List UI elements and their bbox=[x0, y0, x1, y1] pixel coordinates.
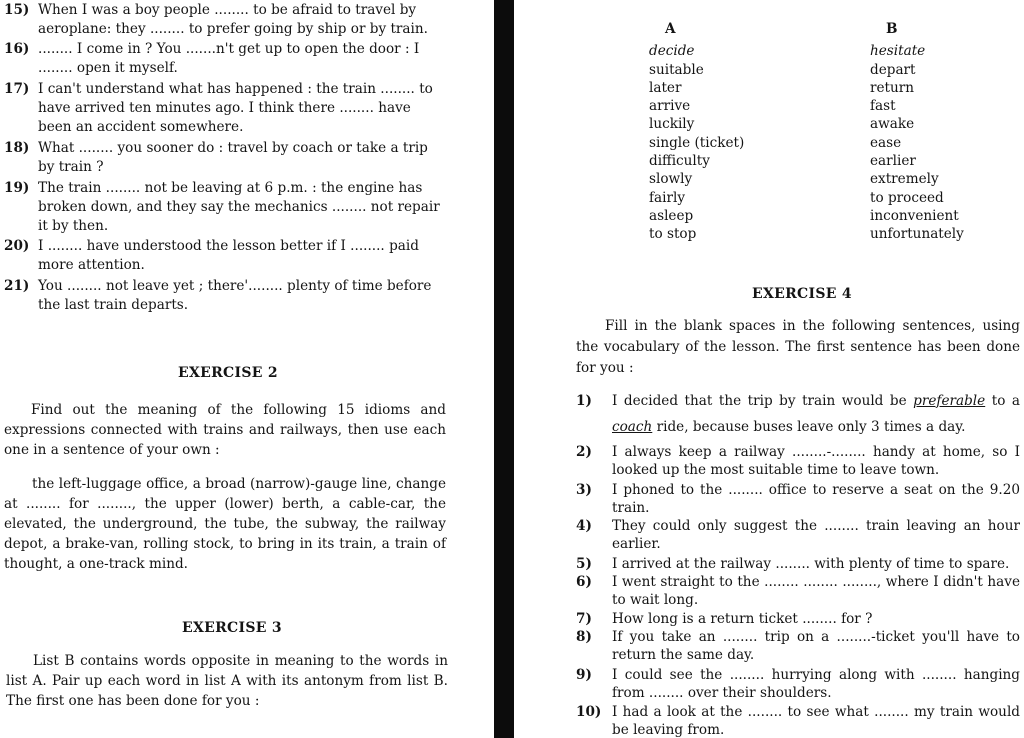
sentence-number: 3) bbox=[576, 482, 592, 498]
list-b-heading: B bbox=[886, 21, 898, 37]
left-page bbox=[0, 0, 492, 738]
list-b-item: unfortunately bbox=[870, 226, 964, 243]
sentence-number: 6) bbox=[576, 574, 592, 590]
sentence-20 bbox=[4, 237, 446, 275]
sentence-number: 17) bbox=[4, 81, 30, 97]
example-text: I decided that the trip by train would be bbox=[612, 393, 907, 409]
exercise-3-heading: EXERCISE 3 bbox=[182, 620, 282, 636]
sentence-number: 9) bbox=[576, 667, 592, 683]
sentence-text: They could only suggest the ........ train leaving an hour earlier. bbox=[612, 518, 1020, 552]
sentence-19 bbox=[4, 179, 446, 236]
sentence-number: 16) bbox=[4, 41, 30, 57]
sentence-18 bbox=[4, 139, 446, 177]
example-sentence-1 bbox=[576, 388, 1020, 440]
sentence-number: 21) bbox=[4, 278, 30, 294]
sentence-text: You ........ not leave yet ; there'........ plenty of time before the last train departs. bbox=[38, 278, 432, 313]
sentence-3 bbox=[576, 481, 1020, 517]
list-b-item: inconvenient bbox=[870, 207, 959, 224]
sentence-number: 8) bbox=[576, 629, 592, 645]
sentence-8 bbox=[576, 628, 1020, 664]
sentence-number: 19) bbox=[4, 180, 30, 196]
sentence-4 bbox=[576, 517, 1020, 553]
list-a-item: later bbox=[649, 79, 682, 96]
list-a-item: fairly bbox=[649, 189, 686, 206]
sentence-9 bbox=[576, 666, 1020, 702]
sentence-2 bbox=[576, 443, 1020, 479]
sentence-number: 4) bbox=[576, 518, 592, 534]
exercise-2-instructions: Find out the meaning of the following 15 idioms and expressions connected with trains and railways, then use each one in a sentence of your own : bbox=[4, 402, 446, 458]
list-b-item: return bbox=[870, 79, 915, 96]
sentence-21 bbox=[4, 277, 446, 315]
list-b bbox=[870, 20, 964, 244]
sentence-text: What ........ you sooner do : travel by coach or take a trip by train ? bbox=[38, 140, 428, 175]
list-a-item: difficulty bbox=[649, 153, 710, 170]
sentence-15 bbox=[4, 1, 446, 39]
list-b-items bbox=[870, 42, 964, 243]
sentence-number: 20) bbox=[4, 238, 30, 254]
list-a-item: asleep bbox=[649, 207, 694, 224]
list-b-item: ease bbox=[870, 134, 902, 151]
list-a bbox=[649, 20, 744, 244]
sentence-text bbox=[612, 388, 1020, 440]
list-a-item: arrive bbox=[649, 98, 691, 115]
page-gutter-shadow bbox=[494, 0, 514, 738]
sentence-text: How long is a return ticket ........ for ? bbox=[612, 611, 873, 627]
sentence-text: I had a look at the ........ to see what ........ my train would be leaving from. bbox=[612, 704, 1020, 738]
example-answer: preferable bbox=[913, 393, 986, 409]
list-b-item: awake bbox=[870, 116, 915, 133]
sentence-16 bbox=[4, 40, 446, 78]
sentence-text: I arrived at the railway ........ with plenty of time to spare. bbox=[612, 556, 1010, 572]
list-b-item: hesitate bbox=[870, 43, 926, 60]
list-a-heading: A bbox=[665, 21, 676, 37]
list-b-item: depart bbox=[870, 61, 916, 78]
right-page bbox=[516, 0, 1024, 738]
sentence-text: I always keep a railway ........-........ handy at home, so I looked up the most suitable time to leave town. bbox=[612, 444, 1020, 478]
sentence-10 bbox=[576, 703, 1020, 738]
sentence-text: ........ I come in ? You .......n't get up to open the door : I ........ open it myself. bbox=[38, 41, 420, 76]
list-a-item: luckily bbox=[649, 116, 695, 133]
sentence-text: I phoned to the ........ office to reserve a seat on the 9.20 train. bbox=[612, 482, 1020, 516]
sentence-number: 2) bbox=[576, 444, 592, 460]
sentence-17 bbox=[4, 80, 446, 137]
list-a-items bbox=[649, 42, 744, 243]
example-text: to a bbox=[991, 393, 1021, 409]
sentence-7 bbox=[576, 610, 1020, 628]
exercise-4-heading: EXERCISE 4 bbox=[752, 286, 852, 302]
sentence-number: 18) bbox=[4, 140, 30, 156]
example-answer: coach bbox=[612, 419, 653, 435]
exercise-4-instructions: Fill in the blank spaces in the following sentences, using the vocabulary of the lesson. The first sentence has been done for you : bbox=[576, 318, 1020, 376]
list-b-item: earlier bbox=[870, 153, 916, 170]
exercise-2-idioms: the left-luggage office, a broad (narrow)-gauge line, change at ........ for ........, the upper (lower) berth, a cable-car, the elevated, the underground, the tube, the subway, the railway depot, a brake-van, rolling stock, to bring in its train, a train of thought, a one-track mind. bbox=[4, 476, 446, 572]
example-text: ride, because buses leave only 3 times a day. bbox=[656, 419, 966, 435]
sentence-text: I can't understand what has happened : the train ........ to have arrived ten minutes ago. I think there ........ have been an accident somewhere. bbox=[38, 81, 433, 135]
sentence-number: 5) bbox=[576, 556, 592, 572]
list-b-item: to proceed bbox=[870, 189, 944, 206]
sentence-5 bbox=[576, 555, 1020, 573]
list-a-item: slowly bbox=[649, 171, 693, 188]
exercise-2-heading: EXERCISE 2 bbox=[178, 365, 278, 381]
sentence-number: 1) bbox=[576, 393, 592, 409]
sentence-text: If you take an ........ trip on a ........-ticket you'll have to return the same day. bbox=[612, 629, 1020, 663]
list-a-item: decide bbox=[649, 43, 695, 60]
list-b-item: fast bbox=[870, 98, 896, 115]
sentence-text: I went straight to the ........ ........ ........, where I didn't have to wait long. bbox=[612, 574, 1020, 608]
sentence-number: 15) bbox=[4, 2, 30, 18]
list-a-item: single (ticket) bbox=[649, 134, 745, 151]
exercise-3-instructions: List B contains words opposite in meaning to the words in list A. Pair up each word in list A with its antonym from list B. The first one has been done for you : bbox=[6, 653, 448, 709]
list-a-item: suitable bbox=[649, 61, 704, 78]
sentence-text: The train ........ not be leaving at 6 p.m. : the engine has broken down, and they say the mechanics ........ not repair it by then. bbox=[38, 180, 440, 234]
sentence-text: I could see the ........ hurrying along with ........ hanging from ........ over their shoulders. bbox=[612, 667, 1020, 701]
sentence-number: 10) bbox=[576, 704, 602, 720]
list-a-item: to stop bbox=[649, 226, 697, 243]
list-b-item: extremely bbox=[870, 171, 939, 188]
sentence-text: When I was a boy people ........ to be afraid to travel by aeroplane: they ........ to prefer going by ship or by train. bbox=[38, 2, 428, 37]
sentence-number: 7) bbox=[576, 611, 592, 627]
sentence-text: I ........ have understood the lesson better if I ........ paid more attention. bbox=[38, 238, 419, 273]
sentence-6 bbox=[576, 573, 1020, 609]
